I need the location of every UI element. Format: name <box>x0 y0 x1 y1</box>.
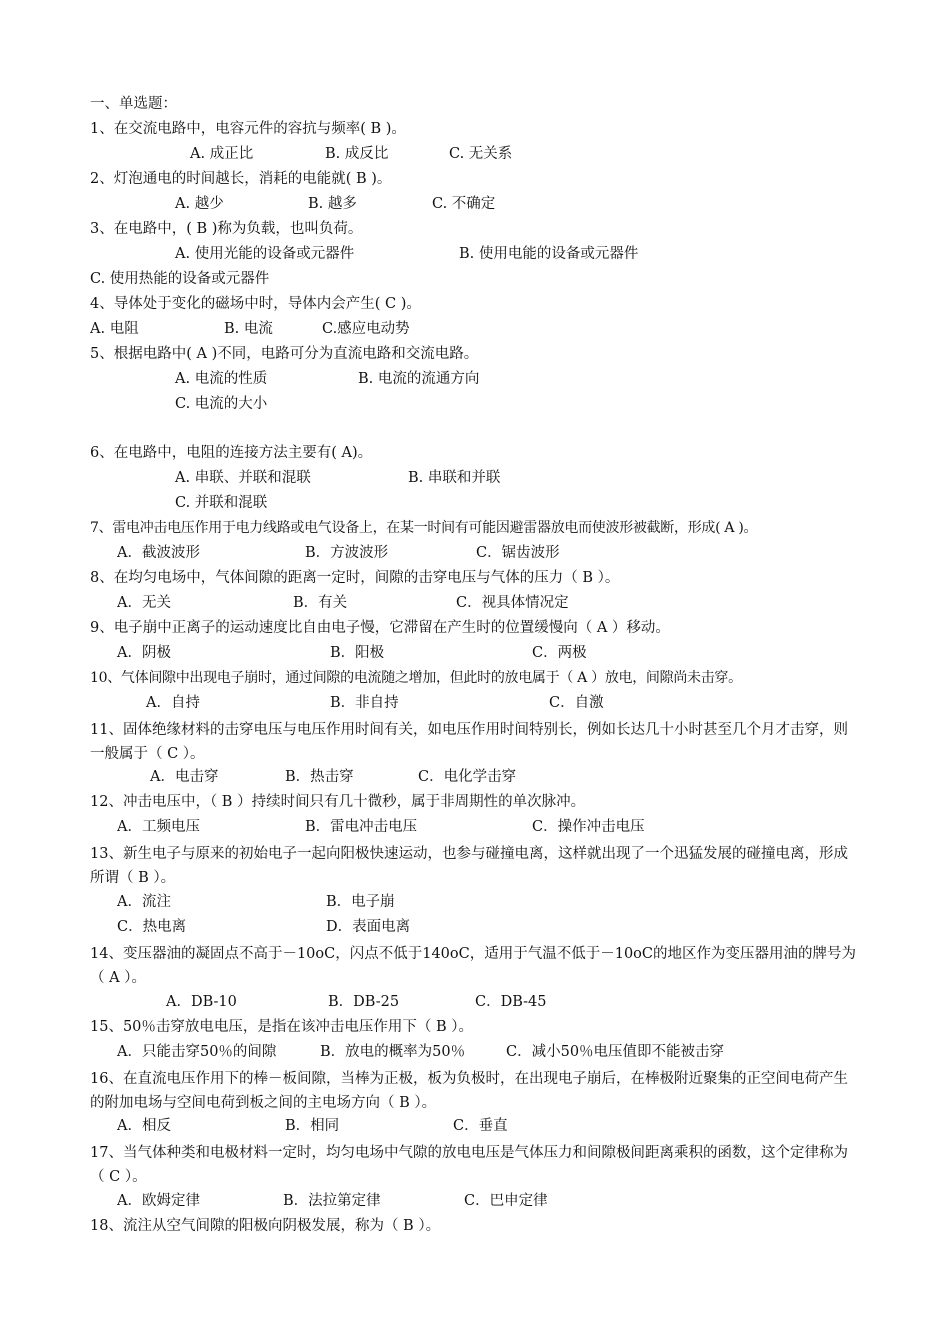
q5-option-c: C. 电流的大小 <box>175 396 268 412</box>
question-15: 15、50％击穿放电电压，是指在该冲击电压作用下（ B ）。 <box>90 1019 474 1035</box>
question-14: 14、变压器油的凝固点不高于－10oC，闪点不低于140oC，适用于气温不低于－10oC的地区作为变压器用油的牌号为（ A ）。 <box>90 946 856 986</box>
question-11: 11、固体绝缘材料的击穿电压与电压作用时间有关，如电压作用时间特别长，例如长达几十小时甚至几个月才击穿，则一般属于（ C ）。 <box>90 722 848 762</box>
q17-option-b: B．法拉第定律 <box>283 1193 381 1209</box>
q13-option-d: D．表面电离 <box>326 919 411 935</box>
question-3: 3、在电路中，( B )称为负载，也叫负荷。 <box>90 221 363 237</box>
q9-option-c: C．两极 <box>532 645 587 661</box>
q1-option-c: C. 无关系 <box>449 146 513 162</box>
q4-option-c: C.感应电动势 <box>322 321 410 337</box>
question-1: 1、在交流电路中，电容元件的容抗与频率( B )。 <box>90 121 406 137</box>
q16-option-a: A．相反 <box>117 1118 171 1134</box>
question-4: 4、导体处于变化的磁场中时，导体内会产生( C )。 <box>90 296 421 312</box>
q9-option-b: B．阳极 <box>330 645 385 661</box>
question-9: 9、电子崩中正离子的运动速度比自由电子慢，它滞留在产生时的位置缓慢向（ A ）移动。 <box>90 620 670 636</box>
q10-option-a: A．自持 <box>146 695 200 711</box>
question-17: 17、当气体种类和电极材料一定时，均匀电场中气隙的放电电压是气体压力和间隙极间距离乘积的函数，这个定律称为（ C ）。 <box>90 1145 848 1185</box>
q4-option-b: B. 电流 <box>224 321 273 337</box>
q11-option-b: B．热击穿 <box>285 769 354 785</box>
q1-option-b: B. 成反比 <box>325 146 389 162</box>
q13-option-c: C．热电离 <box>117 919 187 935</box>
q3-option-c: C. 使用热能的设备或元器件 <box>90 271 270 287</box>
q2-option-a: A. 越少 <box>175 196 224 212</box>
q6-option-a: A. 串联、并联和混联 <box>175 470 311 486</box>
q12-option-a: A．工频电压 <box>117 819 200 835</box>
q16-option-c: C．垂直 <box>453 1118 508 1134</box>
q12-option-c: C．操作冲击电压 <box>532 819 645 835</box>
question-8: 8、在均匀电场中，气体间隙的距离一定时，间隙的击穿电压与气体的压力（ B ）。 <box>90 570 620 586</box>
q16-option-b: B．相同 <box>285 1118 340 1134</box>
q4-option-a: A. 电阻 <box>90 321 139 337</box>
q9-option-a: A．阴极 <box>117 645 171 661</box>
q8-option-a: A．无关 <box>117 595 171 611</box>
q7-option-b: B．方波波形 <box>305 545 389 561</box>
q17-option-c: C．巴申定律 <box>464 1193 548 1209</box>
question-16: 16、在直流电压作用下的棒－板间隙，当棒为正极，板为负极时，在出现电子崩后，在棒极附近聚集的正空间电荷产生的附加电场与空间电荷到板之间的主电场方向（ B ）。 <box>90 1071 848 1111</box>
q10-option-b: B．非自持 <box>330 695 399 711</box>
question-10: 10、气体间隙中出现电子崩时，通过间隙的电流随之增加，但此时的放电属于（ A ）放电，间隙尚未击穿。 <box>90 670 742 686</box>
q14-option-a: A．DB-10 <box>166 994 237 1010</box>
question-12: 12、冲击电压中，（ B ）持续时间只有几十微秒，属于非周期性的单次脉冲。 <box>90 794 586 810</box>
section-title: 一、单选题： <box>90 96 177 112</box>
question-6: 6、在电路中，电阻的连接方法主要有( A)。 <box>90 445 373 461</box>
q6-option-b: B. 串联和并联 <box>408 470 501 486</box>
q15-option-a: A．只能击穿50％的间隙 <box>117 1044 277 1060</box>
question-2: 2、灯泡通电的时间越长，消耗的电能就( B )。 <box>90 171 392 187</box>
question-13: 13、新生电子与原来的初始电子一起向阳极快速运动，也参与碰撞电离，这样就出现了一个迅猛发展的碰撞电离，形成所谓（ B ）。 <box>90 846 848 886</box>
q17-option-a: A．欧姆定律 <box>117 1193 200 1209</box>
question-5: 5、根据电路中( A )不同，电路可分为直流电路和交流电路。 <box>90 346 479 362</box>
question-18: 18、流注从空气间隙的阳极向阴极发展，称为（ B ）。 <box>90 1218 441 1234</box>
q10-option-c: C．自激 <box>549 695 604 711</box>
question-7: 7、雷电冲击电压作用于电力线路或电气设备上，在某一时间有可能因避雷器放电而使波形被截断，形成( A )。 <box>90 520 758 536</box>
q13-option-a: A．流注 <box>117 894 171 910</box>
q1-option-a: A. 成正比 <box>190 146 254 162</box>
q11-option-c: C．电化学击穿 <box>418 769 517 785</box>
q8-option-c: C．视具体情况定 <box>456 595 569 611</box>
q6-option-c: C. 并联和混联 <box>175 495 268 511</box>
q5-option-a: A. 电流的性质 <box>175 371 268 387</box>
q14-option-c: C．DB-45 <box>475 994 547 1010</box>
q7-option-c: C．锯齿波形 <box>476 545 560 561</box>
q12-option-b: B．雷电冲击电压 <box>305 819 418 835</box>
q13-option-b: B．电子崩 <box>326 894 395 910</box>
q3-option-a: A. 使用光能的设备或元器件 <box>175 246 355 262</box>
q2-option-c: C. 不确定 <box>432 196 496 212</box>
q5-option-b: B. 电流的流通方向 <box>358 371 480 387</box>
q14-option-b: B．DB-25 <box>328 994 400 1010</box>
q2-option-b: B. 越多 <box>308 196 357 212</box>
q8-option-b: B．有关 <box>293 595 348 611</box>
q3-option-b: B. 使用电能的设备或元器件 <box>459 246 639 262</box>
q15-option-b: B．放电的概率为50％ <box>320 1044 466 1060</box>
q11-option-a: A．电击穿 <box>150 769 219 785</box>
q7-option-a: A．截波波形 <box>117 545 200 561</box>
q15-option-c: C．减小50％电压值即不能被击穿 <box>506 1044 725 1060</box>
